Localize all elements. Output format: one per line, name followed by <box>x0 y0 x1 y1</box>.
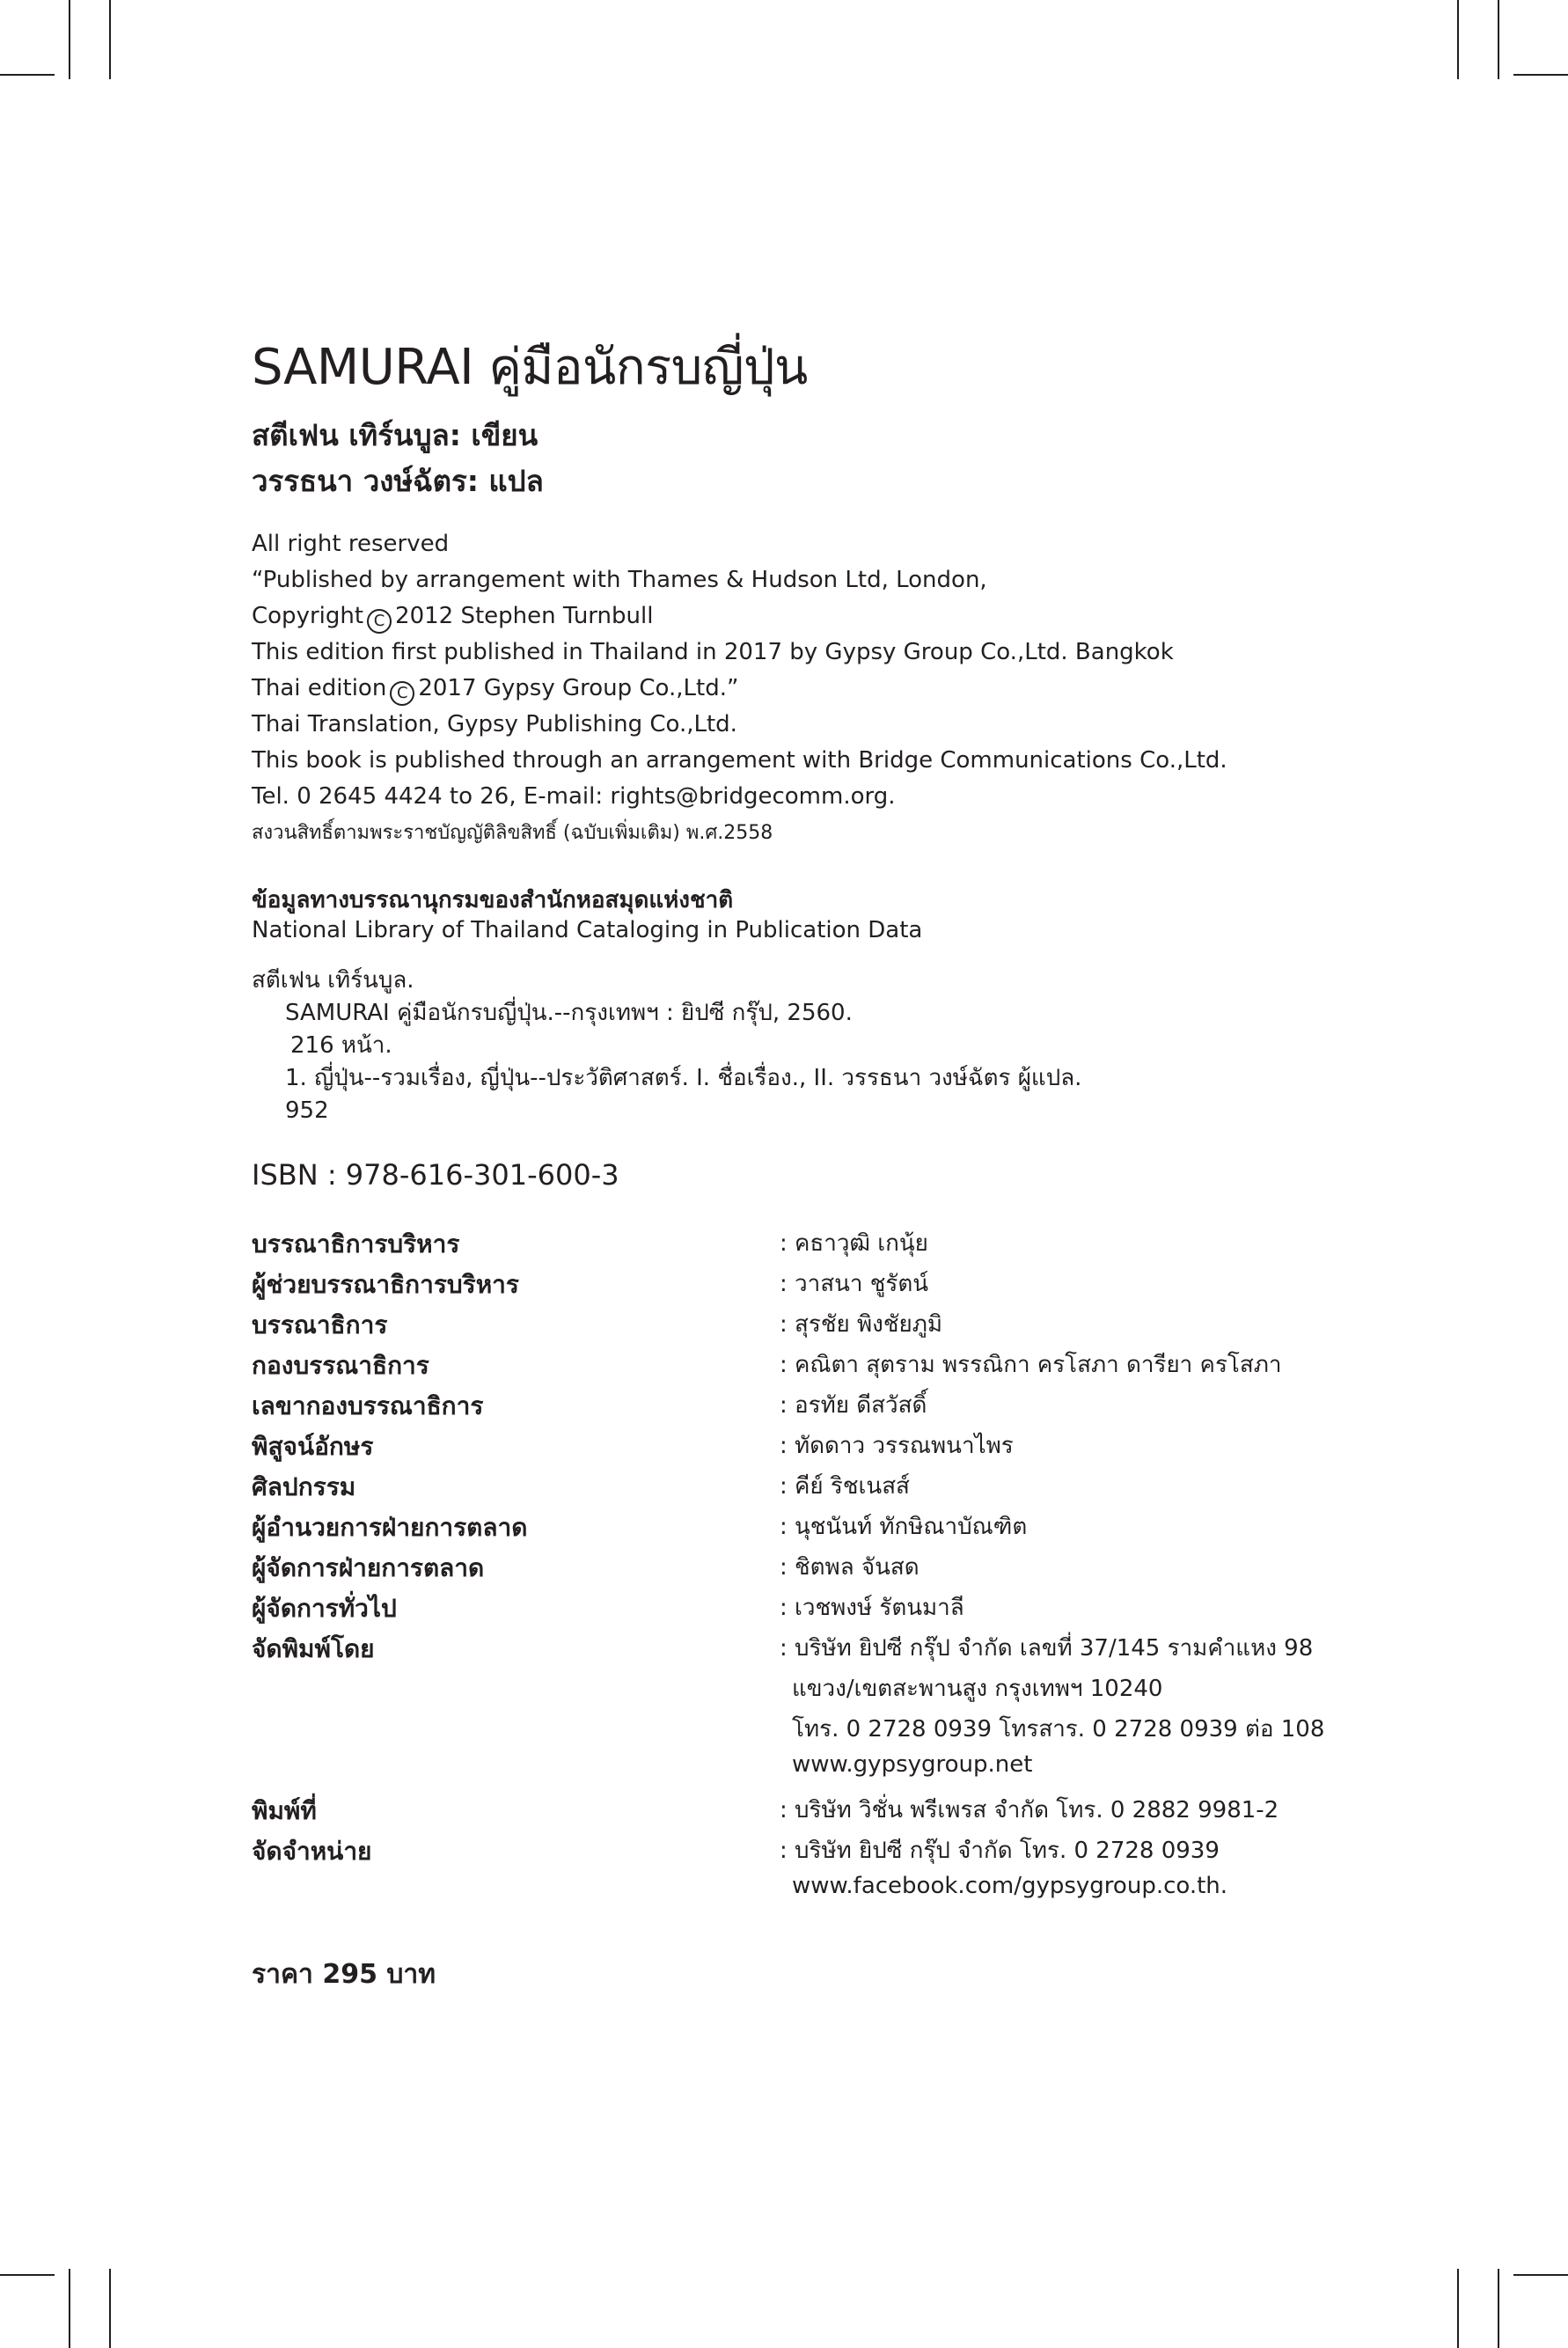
cip-entry <box>252 965 1081 1127</box>
rights-line: Thai Translation, Gypsy Publishing Co.,Ltd. <box>252 711 737 737</box>
copyright-text: 2012 Stephen Turnbull <box>395 603 654 629</box>
staff-value: : นุชนันท์ ทักษิณาบัณฑิต <box>780 1514 1028 1540</box>
copyright-icon: C <box>367 609 392 634</box>
staff-value: : คณิตา สุตราม พรรณิกา ครโสภา ดารียา ครโสภา <box>780 1352 1282 1378</box>
staff-label: ผู้ช่วยบรรณาธิการบริหาร <box>252 1270 519 1299</box>
staff-row-continuation <box>252 1670 1396 1711</box>
rights-line: Tel. 0 2645 4424 to 26, E-mail: rights@bridgecomm.org. <box>252 783 896 810</box>
staff-label: ผู้จัดการทั่วไป <box>252 1594 397 1623</box>
staff-value: : อรทัย ดีสวัสดิ์ <box>780 1392 927 1419</box>
thai-edition-label: Thai edition <box>252 675 387 701</box>
crop-mark-bottom-right-horizontal <box>1513 2274 1568 2276</box>
staff-row <box>252 1468 1396 1508</box>
author-line: สตีเฟน เทิร์นบูล: เขียน <box>252 418 539 452</box>
price: ราคา 295 บาท <box>252 1959 436 1990</box>
staff-label: ผู้จัดการฝ่ายการตลาด <box>252 1553 485 1582</box>
rights-block <box>252 526 1227 851</box>
staff-value: : วาสนา ชูรัตน์ <box>780 1271 928 1297</box>
staff-value: : สุรชัย พิงชัยภูมิ <box>780 1311 942 1338</box>
staff-value: : ชิตพล จันสด <box>780 1554 920 1581</box>
staff-label: จัดพิมพ์โดย <box>252 1634 375 1663</box>
cip-heading: ข้อมูลทางบรรณานุกรมของสำนักหอสมุดแห่งชาติ <box>252 887 734 914</box>
rights-line: This edition first published in Thailand in 2017 by Gypsy Group Co.,Ltd. Bangkok <box>252 639 1174 665</box>
crop-mark-bottom-left-vertical <box>69 2269 70 2348</box>
staff-label: กองบรรณาธิการ <box>252 1351 429 1380</box>
staff-label: บรรณาธิการบริหาร <box>252 1229 460 1258</box>
copyright-label: Copyright <box>252 603 364 629</box>
rights-line: All right reserved <box>252 531 450 557</box>
staff-row <box>252 1630 1396 1670</box>
rights-line: This book is published through an arrangement with Bridge Communications Co.,Ltd. <box>252 747 1227 774</box>
staff-row <box>252 1306 1396 1346</box>
crop-mark-top-left-vertical <box>69 0 70 79</box>
staff-row <box>252 1589 1396 1630</box>
cip-line: 952 <box>285 1097 329 1124</box>
staff-row <box>252 1549 1396 1589</box>
staff-list <box>252 1225 1396 1913</box>
book-title: SAMURAI คู่มือนักรบญี่ปุ่น <box>252 339 808 396</box>
staff-label: จัดจำหน่าย <box>252 1837 372 1866</box>
staff-row-continuation <box>252 1711 1396 1751</box>
rights-line <box>252 671 1227 707</box>
crop-mark-top-left-vertical-inner <box>109 0 111 79</box>
staff-value: : บริษัท วิชั่น พรีเพรส จำกัด โทร. 0 2882 9981-2 <box>780 1797 1279 1823</box>
staff-row-continuation <box>252 1751 1396 1792</box>
crop-mark-top-right-horizontal <box>1513 74 1568 76</box>
staff-label: เลขากองบรรณาธิการ <box>252 1391 484 1420</box>
crop-mark-top-left-horizontal <box>0 74 55 76</box>
staff-value: : คธาวุฒิ เกนุ้ย <box>780 1230 928 1257</box>
rights-line <box>252 598 1227 635</box>
staff-row <box>252 1225 1396 1266</box>
staff-row <box>252 1508 1396 1549</box>
staff-value: : คีย์ ริชเนสส์ <box>780 1473 910 1500</box>
crop-mark-top-right-vertical <box>1498 0 1499 79</box>
staff-value: www.facebook.com/gypsygroup.co.th. <box>792 1873 1228 1899</box>
staff-row <box>252 1266 1396 1306</box>
staff-row <box>252 1427 1396 1468</box>
copyright-icon: C <box>390 681 414 706</box>
staff-row <box>252 1346 1396 1387</box>
crop-mark-bottom-right-vertical-inner <box>1457 2269 1459 2348</box>
rights-line: “Published by arrangement with Thames & Hudson Ltd, London, <box>252 567 987 593</box>
thai-edition-text: 2017 Gypsy Group Co.,Ltd.” <box>418 675 739 701</box>
staff-row <box>252 1792 1396 1832</box>
staff-value: โทร. 0 2728 0939 โทรสาร. 0 2728 0939 ต่อ 108 <box>792 1716 1325 1743</box>
staff-value: : บริษัท ยิปซี กรุ๊ป จำกัด โทร. 0 2728 0939 <box>780 1838 1220 1864</box>
cip-line: สตีเฟน เทิร์นบูล. <box>252 967 414 994</box>
crop-mark-top-right-vertical-inner <box>1457 0 1459 79</box>
staff-label: บรรณาธิการ <box>252 1310 388 1339</box>
rights-line: สงวนสิทธิ์ตามพระราชบัญญัติลิขสิทธิ์ (ฉบับเพิ่มเติม) พ.ศ.2558 <box>252 822 773 844</box>
staff-value: www.gypsygroup.net <box>792 1751 1033 1778</box>
staff-row <box>252 1832 1396 1873</box>
staff-label: ศิลปกรรม <box>252 1472 356 1501</box>
crop-mark-bottom-left-vertical-inner <box>109 2269 111 2348</box>
translator-line: วรรธนา วงษ์ฉัตร: แปล <box>252 464 544 498</box>
cip-subheading: National Library of Thailand Cataloging in Publication Data <box>252 917 923 943</box>
staff-value: : บริษัท ยิปซี กรุ๊ป จำกัด เลขที่ 37/145 รามคำแหง 98 <box>780 1635 1314 1662</box>
staff-label: พิสูจน์อักษร <box>252 1432 374 1461</box>
crop-mark-bottom-right-vertical <box>1498 2269 1499 2348</box>
staff-value: แขวง/เขตสะพานสูง กรุงเทพฯ 10240 <box>792 1676 1163 1702</box>
staff-row-continuation <box>252 1873 1396 1913</box>
isbn: ISBN : 978-616-301-600-3 <box>252 1158 619 1192</box>
crop-mark-bottom-left-horizontal <box>0 2274 55 2276</box>
staff-label: พิมพ์ที่ <box>252 1796 317 1825</box>
staff-label: ผู้อำนวยการฝ่ายการตลาด <box>252 1513 528 1542</box>
cip-line: 1. ญี่ปุ่น--รวมเรื่อง, ญี่ปุ่น--ประวัติศาสตร์. I. ชื่อเรื่อง., II. วรรธนา วงษ์ฉัตร ผู้แปล. <box>285 1065 1082 1091</box>
staff-value: : เวชพงษ์ รัตนมาลี <box>780 1595 964 1621</box>
staff-row <box>252 1387 1396 1427</box>
cip-line: SAMURAI คู่มือนักรบญี่ปุ่น.--กรุงเทพฯ : ยิปซี กรุ๊ป, 2560. <box>285 1000 853 1026</box>
staff-value: : ทัดดาว วรรณพนาไพร <box>780 1433 1014 1459</box>
cip-line: 216 หน้า. <box>290 1032 392 1059</box>
